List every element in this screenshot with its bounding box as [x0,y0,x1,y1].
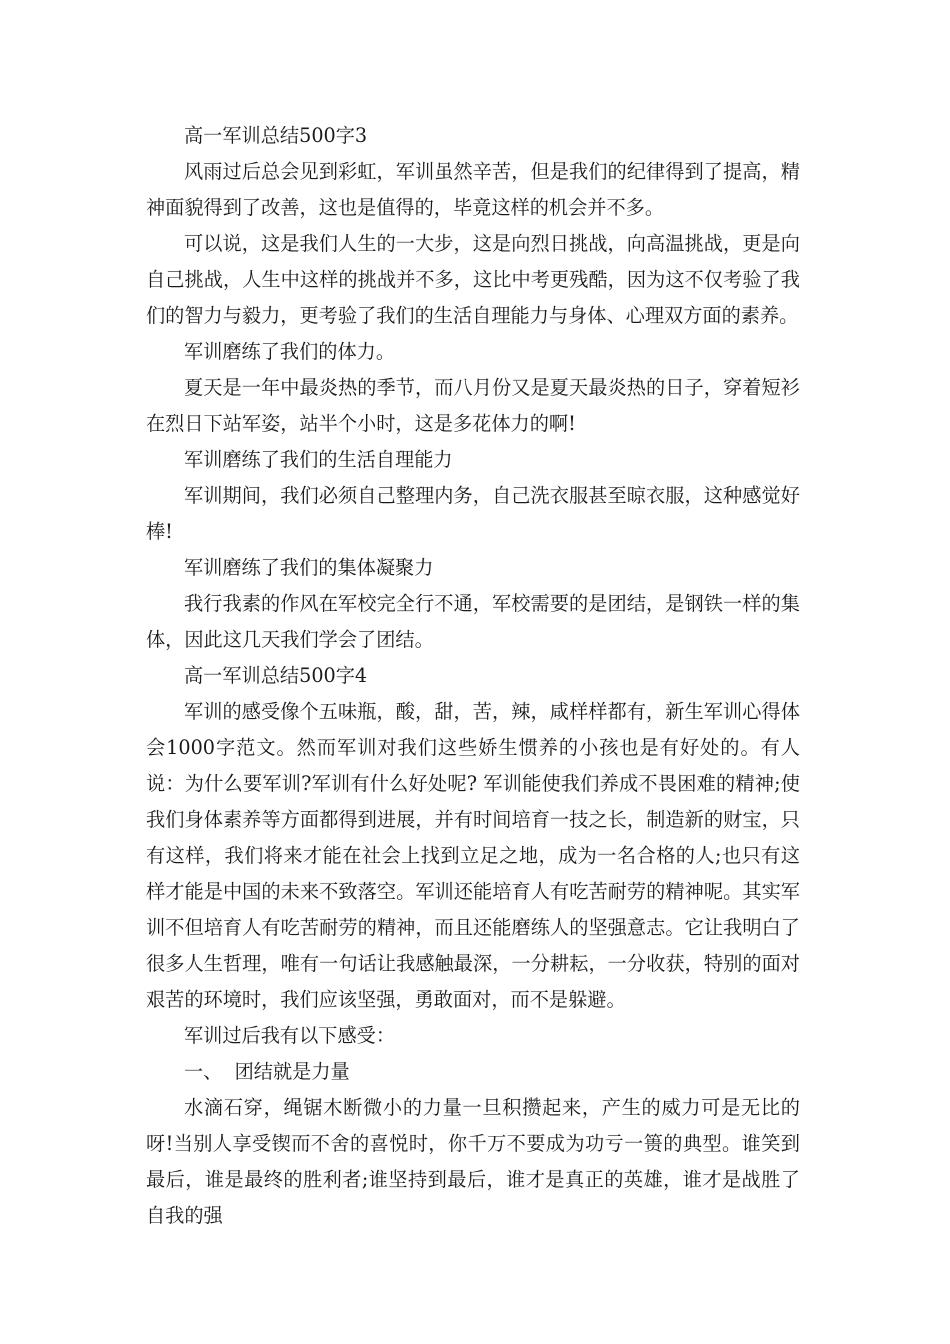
paragraph: 军训期间，我们必须自己整理内务，自己洗衣服甚至晾衣服，这种感觉好棒! [146,484,800,543]
subheading-cohesion: 军训磨练了我们的集体凝聚力 [184,556,434,579]
section-title-3: 高一军训总结500字3 [184,124,368,147]
paragraph: 我行我素的作风在军校完全行不通，军校需要的是团结，是钢铁一样的集体，因此这几天我们学会了团结。 [146,592,800,651]
subheading-feelings: 军训过后我有以下感受： [184,1024,396,1047]
paragraph: 水滴石穿，绳锯木断微小的力量一旦积攒起来，产生的威力可是无比的呀!当别人享受锲而不舍的喜悦时，你千万不要成为功亏一篑的典型。谁笑到最后，谁是最终的胜利者;谁坚持到最后，谁才是真正的英雄，谁才是战胜了自我的强 [146,1096,800,1227]
paragraph: 可以说，这是我们人生的一大步，这是向烈日挑战，向高温挑战，更是向自己挑战，人生中这样的挑战并不多，这比中考更残酷，因为这不仅考验了我们的智力与毅力，更考验了我们的生活自理能力与身体、心理双方面的素养。 [146,232,800,327]
paragraph: 风雨过后总会见到彩虹，军训虽然辛苦，但是我们的纪律得到了提高，精神面貌得到了改善，这也是值得的，毕竟这样的机会并不多。 [146,160,800,219]
list-item-unity: 一、 团结就是力量 [184,1060,350,1083]
subheading-self-care: 军训磨练了我们的生活自理能力 [184,448,453,471]
paragraph: 夏天是一年中最炎热的季节，而八月份又是夏天最炎热的日子，穿着短衫在烈日下站军姿，站半个小时，这是多花体力的啊! [146,376,800,435]
subheading-physical: 军训磨练了我们的体力。 [184,340,396,363]
document-body [146,118,800,1234]
section-title-4: 高一军训总结500字4 [184,664,368,687]
paragraph: 军训的感受像个五味瓶，酸，甜，苦，辣，咸样样都有，新生军训心得体会1000字范文。然而军训对我们这些娇生惯养的小孩也是有好处的。有人说：为什么要军训?军训有什么好处呢? 军训能使我们养成不畏困难的精神;使我们身体素养等方面都得到进展，并有时间培育一技之长，制造新的财宝，只有这样，我们将来才能在社会上找到立足之地，成为一名合格的人;也只有这样才能是中国的未来不致落空。军训还能培育人有吃苦耐劳的精神呢。其实军训不但培育人有吃苦耐劳的精神，而且还能磨练人的坚强意志。它让我明白了很多人生哲理，唯有一句话让我感触最深，一分耕耘，一分收获，特别的面对艰苦的环境时，我们应该坚强，勇敢面对，而不是躲避。 [146,700,800,1011]
